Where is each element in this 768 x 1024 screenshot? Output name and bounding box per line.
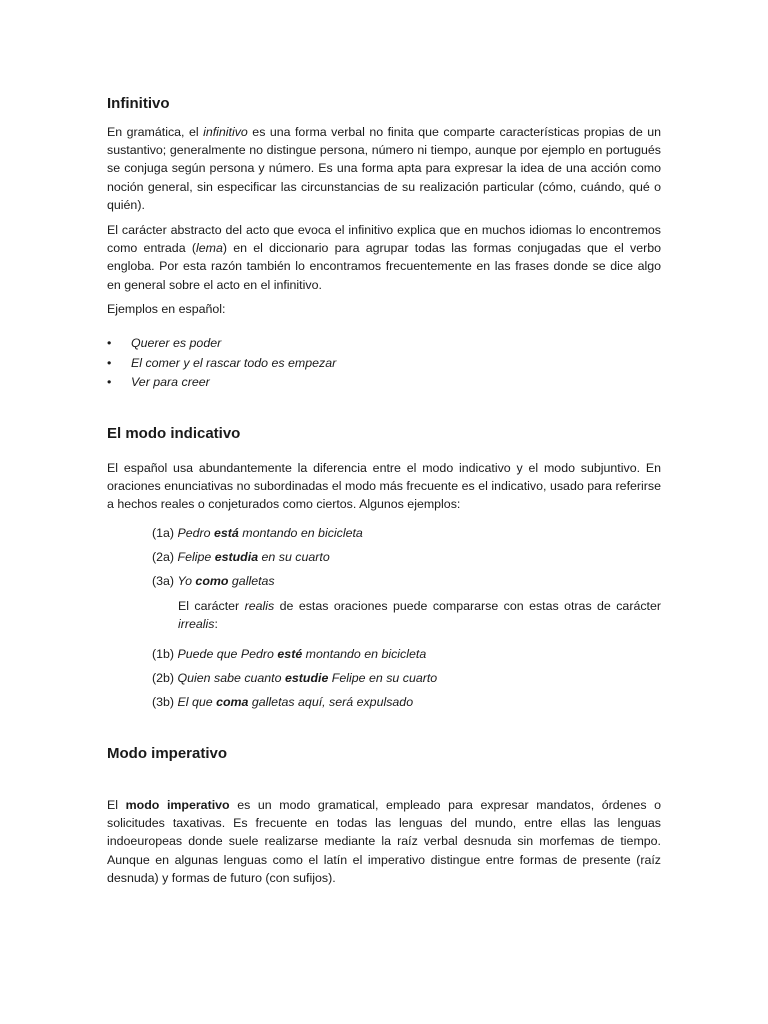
example-3b: (3b) El que coma galletas aquí, será expulsado	[152, 695, 414, 709]
examples-list	[107, 334, 336, 393]
list-item: • Ver para creer	[107, 373, 336, 393]
example-2a: (2a) Felipe estudia en su cuarto	[152, 550, 330, 564]
bullet-icon: •	[107, 375, 112, 390]
list-item: • Querer es poder	[107, 334, 336, 354]
paragraph-infinitivo-abstract: El carácter abstracto del acto que evoca el infinitivo explica que en muchos idiomas lo encontremos como entrada (lema) en el diccionario para agrupar todas las formas conjugadas que el verbo engloba. Por esta razón también lo encontramos frecuentemente en las frases donde se dice algo en general sobre el acto en el infinitivo.	[107, 223, 661, 292]
bullet-icon: •	[107, 336, 112, 350]
paragraph-indicativo: El español usa abundantemente la diferencia entre el modo indicativo y el modo subjuntivo. En oraciones enunciativas no subordinadas el modo más frecuente es el indicativo, usado para referirse a hechos reales o conjeturados como ciertos. Algunos ejemplos:	[107, 461, 661, 512]
realis-note: El carácter realis de estas oraciones puede compararse con estas otras de carácter irrealis:	[178, 599, 661, 632]
examples-intro: Ejemplos en español:	[107, 302, 226, 316]
paragraph-imperativo: El modo imperativo es un modo gramatical, empleado para expresar mandatos, órdenes o solicitudes taxativas. Es frecuente en todas las lenguas del mundo, entre ellas las lenguas indoeuropeas donde suele realizarse mediante la raíz verbal desnuda sin morfemas de tiempo. Aunque en algunas lenguas como el latín el imperativo distingue entre formas de presente (raíz desnuda) y formas de futuro (con sufijos).	[107, 798, 661, 885]
list-item: • El comer y el rascar todo es empezar	[107, 354, 336, 374]
section-heading-imperativo: Modo imperativo	[107, 745, 228, 762]
example-1a: (1a) Pedro está montando en bicicleta	[152, 526, 363, 540]
example-3a: (3a) Yo como galletas	[152, 574, 275, 588]
bullet-icon: •	[107, 355, 112, 370]
section-heading-infinitivo: Infinitivo	[107, 95, 170, 112]
example-1b: (1b) Puede que Pedro esté montando en bicicleta	[152, 647, 427, 661]
example-2b: (2b) Quien sabe cuanto estudie Felipe en su cuarto	[152, 671, 438, 685]
paragraph-infinitivo-definition: En gramática, el infinitivo es una forma verbal no finita que comparte características propias de un sustantivo; generalmente no distingue persona, número ni tiempo, aunque por ejemplo en portugués se conjuga según persona y número. Es una forma apta para expresar la idea de una acción como noción general, sin especificar las circunstancias de su realización particular (cómo, cuándo, qué o quién).	[107, 125, 661, 212]
section-heading-indicativo: El modo indicativo	[107, 425, 241, 442]
